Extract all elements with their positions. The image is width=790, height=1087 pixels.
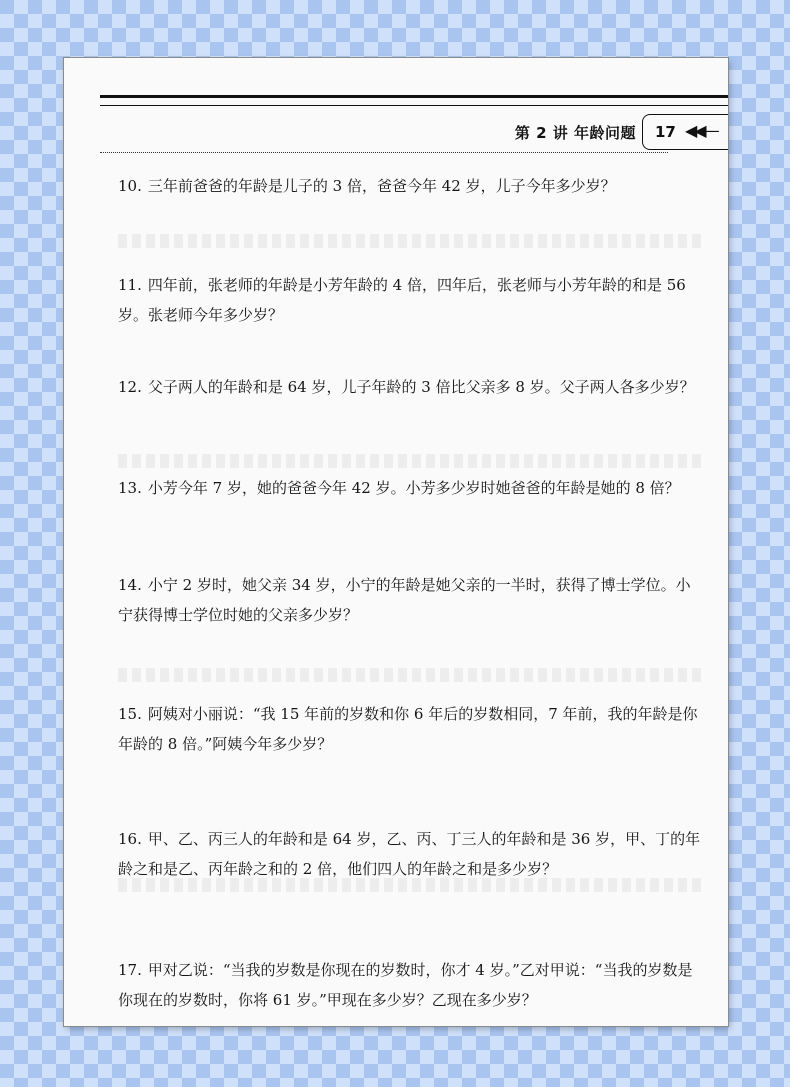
problem-16 <box>118 824 702 884</box>
problem-text: 甲、乙、丙三人的年龄和是 64 岁，乙、丙、丁三人的年龄和是 36 岁，甲、丁的年龄之和是乙、丙年龄之和的 2 倍，他们四人的年龄之和是多少岁？ <box>118 830 701 878</box>
book-page <box>64 58 728 1026</box>
bleed-through-texture <box>118 234 702 248</box>
header-dotted-rule <box>100 152 668 153</box>
bleed-through-texture <box>118 454 702 468</box>
problem-number: 16. <box>118 830 142 848</box>
problem-number: 11. <box>118 276 142 294</box>
problem-17 <box>118 955 702 1015</box>
problem-11 <box>118 270 702 330</box>
header-rule-thin <box>100 105 728 106</box>
problem-number: 13. <box>118 479 142 497</box>
problem-text: 甲对乙说：“当我的岁数是你现在的岁数时，你才 4 岁。”乙对甲说：“当我的岁数是你现在的岁数时，你将 61 岁。”甲现在多少岁？乙现在多少岁？ <box>118 961 693 1009</box>
problem-text: 父子两人的年龄和是 64 岁，儿子年龄的 3 倍比父亲多 8 岁。父子两人各多少岁？ <box>147 378 695 396</box>
problem-number: 17. <box>118 961 142 979</box>
page-number: 17 <box>655 123 676 141</box>
problem-text: 小宁 2 岁时，她父亲 34 岁，小宁的年龄是她父亲的一半时，获得了博士学位。小宁获得博士学位时她的父亲多少岁？ <box>118 576 691 624</box>
page-number-tab <box>642 114 728 150</box>
problem-15 <box>118 699 702 759</box>
problem-10 <box>118 171 702 201</box>
problem-number: 14. <box>118 576 142 594</box>
problem-number: 15. <box>118 705 142 723</box>
problem-text: 三年前爸爸的年龄是儿子的 3 倍，爸爸今年 42 岁，儿子今年多少岁？ <box>147 177 616 195</box>
bleed-through-texture <box>118 668 702 682</box>
problem-13 <box>118 473 702 503</box>
chapter-title: 第 2 讲 年龄问题 <box>514 124 636 142</box>
problem-text: 阿姨对小丽说：“我 15 年前的岁数和你 6 年后的岁数相同，7 年前，我的年龄是你年龄的 8 倍。”阿姨今年多少岁？ <box>118 705 698 753</box>
problem-text: 小芳今年 7 岁，她的爸爸今年 42 岁。小芳多少岁时她爸爸的年龄是她的 8 倍？ <box>147 479 680 497</box>
problem-text: 四年前，张老师的年龄是小芳年龄的 4 倍，四年后，张老师与小芳年龄的和是 56 岁。张老师今年多少岁？ <box>118 276 686 324</box>
double-arrow-left-icon: ◀◀— <box>685 121 717 140</box>
problem-14 <box>118 570 702 630</box>
problem-12 <box>118 372 702 402</box>
problem-number: 10. <box>118 177 142 195</box>
header-rule-thick <box>100 95 728 98</box>
problem-number: 12. <box>118 378 142 396</box>
